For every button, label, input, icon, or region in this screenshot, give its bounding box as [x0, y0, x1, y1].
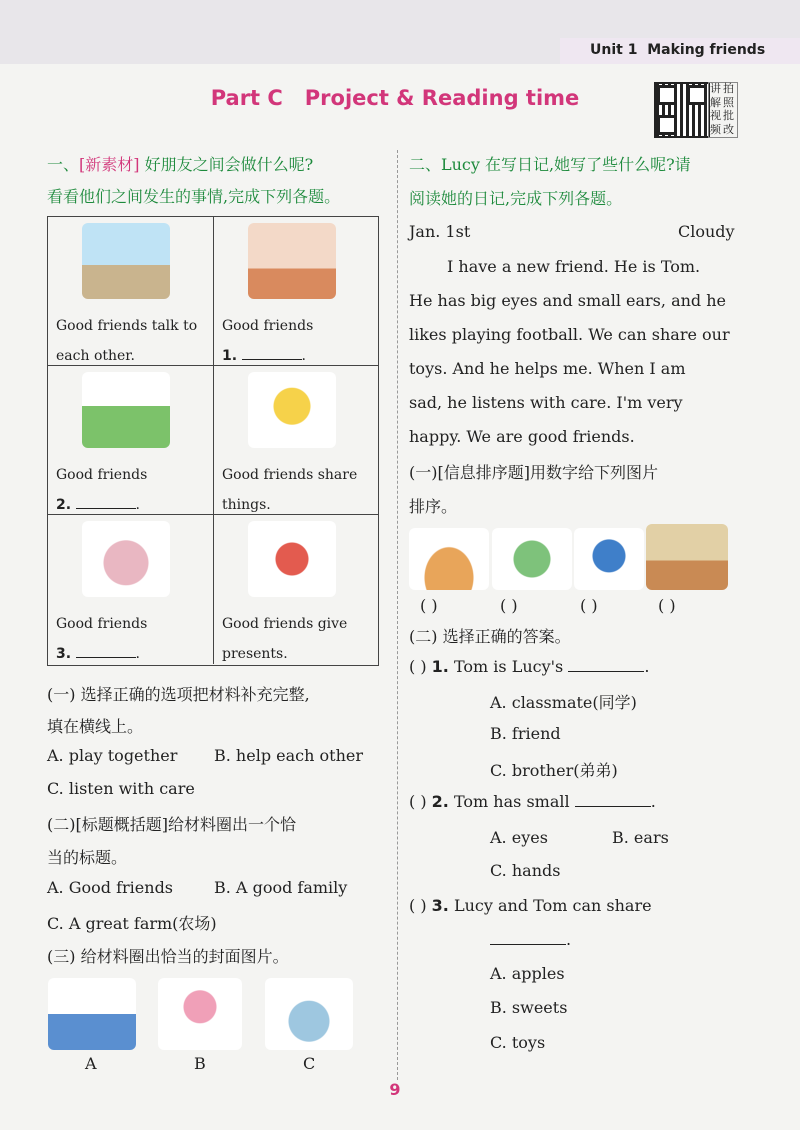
question-3 — [409, 896, 652, 915]
answer-blank[interactable] — [242, 347, 302, 360]
grid-cell — [214, 366, 378, 515]
option-c[interactable]: C. listen with care — [47, 779, 195, 798]
grid-cell — [48, 366, 214, 515]
question-number: 2. — [431, 792, 449, 811]
question-2: ( ) 2. Tom has small . — [409, 792, 656, 811]
order-bracket[interactable]: ( ) — [500, 596, 518, 615]
answer-option[interactable]: A. classmate(同学) — [490, 693, 637, 712]
sub2-text: 给材料圈出一个恰 — [168, 815, 297, 834]
title-option-b[interactable]: B. A good family — [214, 878, 348, 897]
answer-blank[interactable] — [76, 645, 136, 658]
blank-number: 3. — [56, 646, 72, 662]
answer-option[interactable]: C. toys — [490, 1033, 546, 1052]
r-sub1-instruction-line1 — [409, 460, 658, 483]
qr-label-char: 频 — [710, 122, 721, 136]
answer-paren[interactable]: ( ) — [409, 792, 427, 811]
title-option-c[interactable]: C. A great farm(农场) — [47, 914, 217, 933]
question-1: ( ) 1. Tom is Lucy's . — [409, 657, 650, 676]
grid-caption: Good friends 3. . — [56, 616, 148, 662]
qr-label-char: 批 — [723, 109, 734, 122]
answer-blank — [575, 794, 651, 807]
sub2-number: (二) — [47, 815, 76, 834]
order-picture-4 — [646, 524, 728, 590]
answer-option[interactable]: B. ears — [612, 828, 669, 847]
option-b[interactable]: B. help each other — [214, 746, 363, 765]
answer-blank — [490, 932, 566, 945]
caption-line: Good friends — [56, 616, 148, 632]
qr-label-char: 拍 — [723, 82, 734, 95]
option-a[interactable]: A. play together — [47, 746, 178, 765]
share-picture — [248, 372, 336, 448]
answer-option[interactable]: A. apples — [490, 964, 565, 983]
order-picture-1 — [409, 528, 489, 590]
cover-label-c: C — [303, 1054, 316, 1073]
title-option-a[interactable]: A. Good friends — [47, 878, 174, 897]
answer-blank — [568, 659, 644, 672]
picture-grid — [47, 216, 379, 666]
caption-line: Good friends — [222, 318, 314, 334]
grid-cell — [214, 217, 378, 366]
order-bracket[interactable]: ( ) — [580, 596, 598, 615]
qr-label — [708, 82, 738, 138]
sub3-instruction: (三) 给材料圈出恰当的封面图片。 — [47, 947, 289, 966]
qr-label-char: 讲 — [710, 82, 721, 95]
answer-option[interactable]: C. hands — [490, 861, 561, 880]
grid-caption — [222, 609, 347, 669]
part-title: Project & Reading time — [304, 86, 580, 110]
grid-caption: Good friends 2. . — [56, 467, 148, 513]
caption-line: things. — [222, 497, 271, 513]
answer-option[interactable]: B. friend — [490, 724, 561, 743]
diary-line: toys. And he helps me. When I am — [409, 359, 686, 378]
talk-picture — [82, 223, 170, 299]
sub2-tag: [标题概括题] — [75, 815, 168, 834]
help-picture — [82, 372, 170, 448]
r-sub1-text: 用数字给下列图片 — [530, 463, 659, 482]
diary-line: happy. We are good friends. — [409, 427, 635, 446]
grid-caption — [56, 311, 197, 371]
grid-caption: Good friends 1. . — [222, 318, 314, 364]
q1-number: 一、 — [47, 155, 80, 174]
order-bracket[interactable]: ( ) — [420, 596, 438, 615]
diary-line: sad, he listens with care. I'm very — [409, 393, 683, 412]
caption-line: Good friends give — [222, 616, 348, 632]
part-label: Part C — [210, 86, 283, 110]
presents-picture — [248, 521, 336, 597]
diary-line: I have a new friend. He is Tom. — [447, 257, 701, 276]
grid-caption — [222, 460, 357, 520]
question-text: Lucy and Tom can share — [453, 896, 652, 915]
qr-label-char: 视 — [710, 109, 721, 122]
q2-heading-line1: 二、Lucy 在写日记,她写了些什么呢?请 — [409, 155, 691, 174]
question-number: 1. — [431, 657, 449, 676]
caption-line: each other. — [56, 348, 135, 364]
answer-option[interactable]: B. sweets — [490, 998, 568, 1017]
column-divider — [397, 150, 399, 1080]
r-sub1-number: (一) — [409, 463, 438, 482]
cover-label-b: B — [194, 1054, 206, 1073]
q1-text: 好朋友之间会做什么呢? — [144, 155, 314, 174]
order-picture-2 — [492, 528, 572, 590]
sub1-instruction-line2: 填在横线上。 — [47, 717, 144, 736]
order-picture-3 — [574, 528, 644, 590]
answer-option[interactable]: A. eyes — [490, 828, 548, 847]
cover-picture-a[interactable] — [48, 978, 136, 1050]
question-3-blank: . — [490, 930, 571, 949]
sub2-instruction-line2: 当的标题。 — [47, 848, 128, 867]
caption-line: Good friends share — [222, 467, 358, 483]
qr-corner — [687, 85, 707, 105]
q2-heading-line2: 阅读她的日记,完成下列各题。 — [409, 189, 623, 208]
grid-cell — [48, 515, 214, 664]
cover-picture-c[interactable] — [265, 978, 353, 1050]
qr-label-char: 改 — [723, 122, 734, 136]
caption-line: presents. — [222, 646, 288, 662]
r-sub1-instruction-line2: 排序。 — [409, 497, 458, 516]
q1-heading-line1 — [47, 152, 313, 175]
answer-option[interactable]: C. brother(弟弟) — [490, 761, 618, 780]
caption-line: Good friends talk to — [56, 318, 198, 334]
diary-date: Jan. 1st — [409, 222, 471, 241]
order-bracket[interactable]: ( ) — [658, 596, 676, 615]
grid-cell — [48, 217, 214, 366]
r-sub2-instruction: (二) 选择正确的答案。 — [409, 627, 571, 646]
caption-line: Good friends — [56, 467, 148, 483]
qr-corner — [657, 85, 677, 105]
question-text: Tom has small — [453, 792, 570, 811]
q1-tag: [新素材] — [79, 155, 140, 174]
unit-title: Making friends — [647, 42, 766, 58]
question-number: 3. — [431, 896, 449, 915]
q1-heading-line2: 看看他们之间发生的事情,完成下列各题。 — [47, 187, 341, 206]
unit-number: Unit 1 — [590, 42, 638, 58]
question-text: Tom is Lucy's — [453, 657, 564, 676]
answer-paren[interactable]: ( ) — [409, 657, 427, 676]
blank-number: 2. — [56, 497, 72, 513]
qr-label-char: 解 — [710, 95, 721, 109]
qr-code-icon[interactable] — [654, 82, 710, 138]
cover-picture-b[interactable] — [158, 978, 242, 1050]
qr-label-char: 照 — [723, 95, 734, 109]
diary-line: He has big eyes and small ears, and he — [409, 291, 727, 310]
blank-number: 1. — [222, 348, 238, 364]
sub2-instruction-line1 — [47, 812, 296, 835]
listen-picture — [82, 521, 170, 597]
r-sub1-tag: [信息排序题] — [437, 463, 530, 482]
diary-weather: Cloudy — [678, 222, 735, 241]
answer-paren[interactable]: ( ) — [409, 896, 427, 915]
qr-corner — [657, 115, 677, 135]
grid-cell — [214, 515, 378, 664]
diary-line: likes playing football. We can share our — [409, 325, 730, 344]
sub1-instruction-line1: (一) 选择正确的选项把材料补充完整, — [47, 685, 310, 704]
answer-blank[interactable] — [76, 496, 136, 509]
cover-label-a: A — [85, 1054, 97, 1073]
play-together-picture — [248, 223, 336, 299]
unit-header — [590, 42, 765, 58]
page-number: 9 — [389, 1080, 401, 1099]
